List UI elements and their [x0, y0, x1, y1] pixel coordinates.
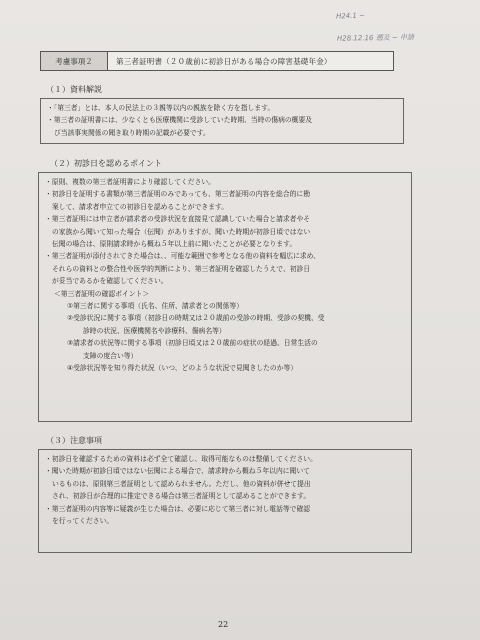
text-line: ①第三者に関する事項（氏名、住所、請求者との関係等） [67, 302, 244, 311]
text-line: ・初診日を確認するための資料は必ず全て確認し、取得可能なものは整備してください。 [45, 455, 317, 463]
text-line: ・第三者証明の内容等に疑義が生じた場合は、必要に応じて第三者に対し電話等で確認 [45, 504, 311, 513]
section-title-2: （２）初診日を認めるポイント [50, 159, 162, 168]
text-line: ・原則、複数の第三者証明書により確認してください。 [45, 178, 215, 186]
text-line: ・第三者証明が添付されてきた場合は、、可能な範囲で参考となる他の資料を幅広に求め、 [45, 252, 320, 261]
consideration-tag: 考慮事項２ [41, 52, 108, 70]
page-number: 22 [218, 620, 229, 629]
handwritten-note-2: H28.12.16 遡及 ~ 申請 [336, 33, 415, 43]
section-title-3: （３）注意事項 [46, 436, 102, 445]
text-line: 診時の状況、医療機関名や診療科、傷病名等） [83, 326, 226, 335]
consideration-header [40, 51, 394, 71]
text-line: ・聞いた時期が初診日頃ではない伝聞による場合で、請求時から概ね５年以内に聞いて [45, 467, 310, 476]
text-line: ③請求者の状況等に関する事項（初診日頃又は２０歳前の症状の経過、日常生活の [67, 339, 318, 348]
text-line: が妥当であるかを確認してください。 [52, 277, 168, 286]
text-line: 伝聞の場合は、原則請求時から概ね５年以上前に聞いたことが必要となります。 [52, 240, 297, 249]
section-box-first-visit-points [38, 172, 412, 422]
text-line: ・第三者証明には申立者が請求者の受診状況を直接見て認識していた場合と請求者やそ [45, 215, 311, 224]
text-line: それらの資料との整合性や医学的判断により、第三者証明を確認したうえで、初診日 [52, 264, 311, 273]
text-line: ・「第三者」とは、本人の民法上の３親等以内の親族を除く方を指します。 [47, 104, 275, 112]
section-box-precautions [38, 449, 412, 553]
text-line: ④受診状況等を知り得た状況（いつ、どのような状況で見聞きしたのか等） [67, 364, 298, 373]
text-line: 案して、請求者申立ての初診日を認めることができます。 [52, 202, 229, 211]
text-line: び当該事実関係の聞き取り時期の記載が必要です。 [54, 128, 210, 137]
text-line: いるものは、原則第三者証明として認められません。ただし、他の資料が併せて提出 [52, 479, 311, 488]
handwritten-note-1: H24.1 ~ [335, 11, 366, 21]
text-line: 支障の度合い等） [83, 351, 138, 360]
document-title: 第三者証明書（２０歳前に初診日がある場合の障害基礎年金） [116, 56, 332, 66]
text-line: され、初診日が合理的に推定できる場合は第三者証明として認めることができます。 [52, 492, 311, 501]
text-line: ・初診日を証明する書類が第三者証明のみであっても、第三者証明の内容を総合的に勘 [45, 190, 311, 199]
text-line: を行ってください。 [52, 517, 114, 526]
text-line: の家族から聞いて知った場合（伝聞）がありますが、聞いた時期が初診日頃ではない [52, 227, 311, 236]
text-line: ②受診状況に関する事項（初診日の時期又は２０歳前の受診の時期、受診の契機、受 [67, 314, 325, 323]
text-line: ・第三者の証明書には、少なくとも医療機関に受診していた時期、当時の傷病の概要及 [47, 116, 313, 125]
text-line: ＜第三者証明の確認ポイント＞ [54, 289, 150, 298]
section-title-1: （１）資料解説 [46, 85, 102, 94]
section-box-material-explanation [40, 98, 404, 144]
